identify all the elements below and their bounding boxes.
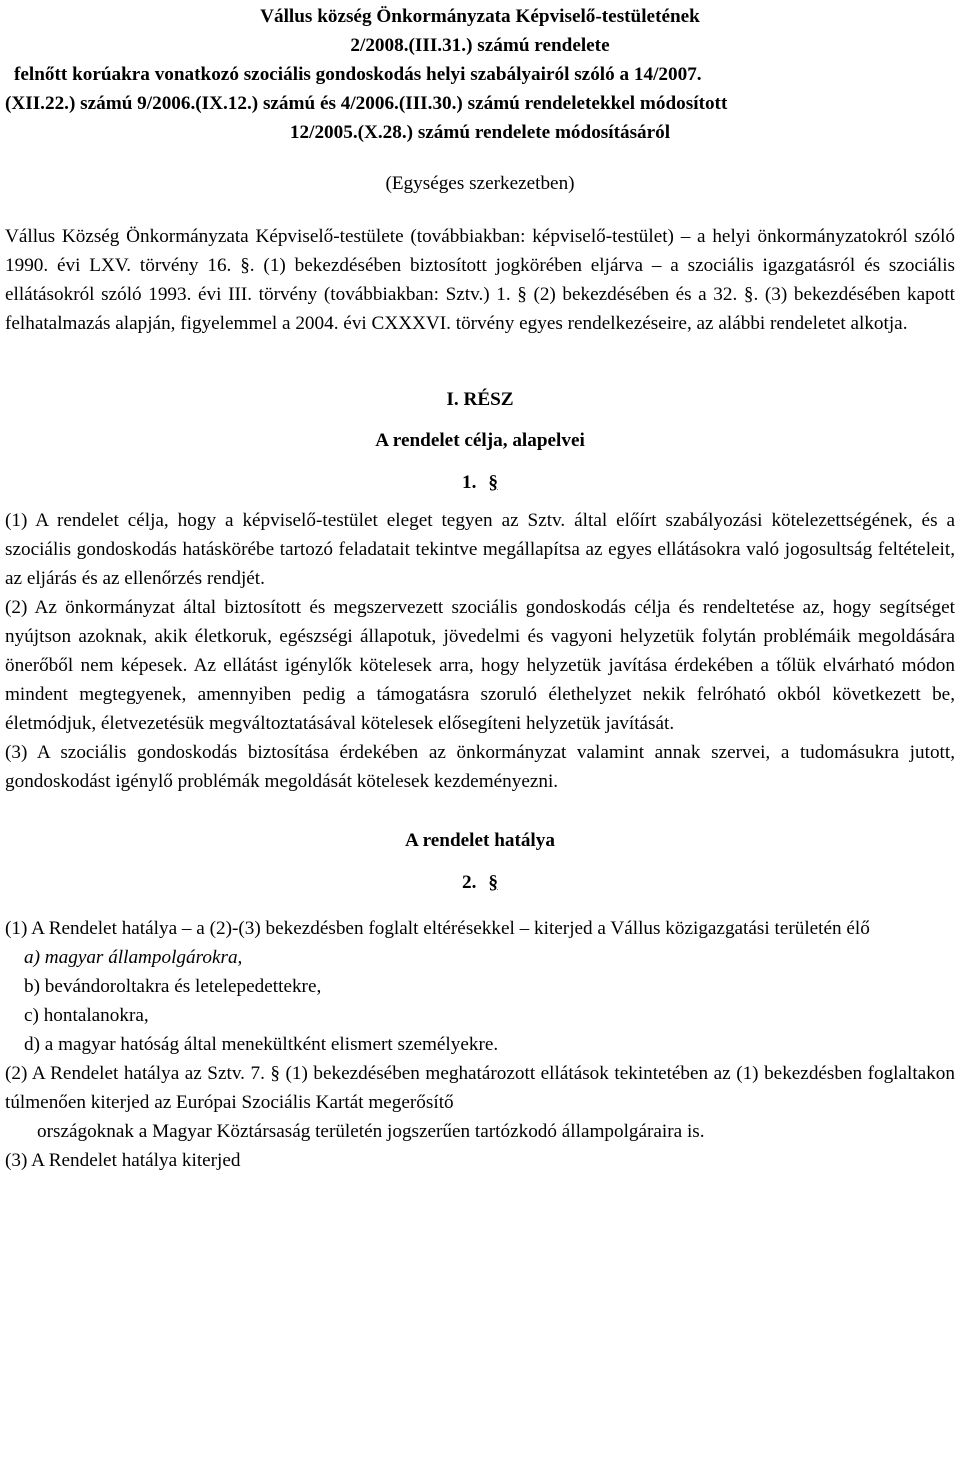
title-line-2: 2/2008.(III.31.) számú rendelete [350,35,610,56]
section-2-number-text: 2. [462,872,477,893]
document-page [5,0,955,1175]
part-heading: I. RÉSZ [446,389,514,410]
document-subtitle: (Egységes szerkezetben) [385,173,575,194]
list-item: a) magyar állampolgárokra, [24,947,243,968]
title-line-1: Vállus község Önkormányzata Képviselő-testületének [260,6,700,27]
section-1-paragraph-3: (3) A szociális gondoskodás biztosítása érdekében az önkormányzat valamint annak szervei, a tudomásukra jutott, gondoskodást igénylő problémák megoldását kötelesek kezdeményezni. [5,742,955,792]
title-line-4: (XII.22.) számú 9/2006.(IX.12.) számú és 4/2006.(III.30.) számú rendeletekkel módosított [5,93,728,114]
section-sign: § [488,472,498,493]
section-2-title: A rendelet hatálya [405,830,555,851]
section-1-paragraph-2: (2) Az önkormányzat által biztosított és megszervezett szociális gondoskodás célja és rendeltetése az, hogy segítséget nyújtson azoknak, akik életkoruk, egészségi állapotuk, jövedelmi és vagyoni helyzetük folytán problémáik megoldására önerőből nem képesek. Az ellátást igénylők kötelesek arra, hogy helyzetük javítása érdekében a tőlük elvárható módon mindent megtegyenek, amennyiben pedig a támogatásra szoruló élethelyzet nekik felróható okból következett be, életmódjuk, életvezetésük megváltoztatásával kötelesek elősegíteni helyzetük javítását. [5,597,955,734]
section-2-number [5,868,955,897]
document-title [5,2,955,147]
list-item: d) a magyar hatóság által menekültként elismert személyekre. [24,1034,499,1055]
section-2-paragraph-2: (2) A Rendelet hatálya az Sztv. 7. § (1) bekezdésében meghatározott ellátások tekintetében az (1) bekezdésben foglaltakon túlmenően kiterjed az Európai Szociális Kartát megerősítő [5,1063,955,1113]
section-1-paragraph-1: (1) A rendelet célja, hogy a képviselő-testület eleget tegyen az Sztv. által előírt szabályozási kötelezettségének, és a szociális gondoskodás hatáskörébe tartozó feladatait tekintve megállapítsa az egyes ellátásokra való jogosultság feltételeit, az eljárás és az ellenőrzés rendjét. [5,510,955,589]
title-line-3: felnőtt korúakra vonatkozó szociális gondoskodás helyi szabályairól szóló a 14/2007. [14,64,702,85]
section-2-paragraph-3: (3) A Rendelet hatálya kiterjed [5,1150,241,1171]
preamble: Vállus Község Önkormányzata Képviselő-testülete (továbbiakban: képviselő-testület) – a helyi önkormányzatokról szóló 1990. évi LXV. törvény 16. §. (1) bekezdésében biztosított jogkörében eljárva – a szociális igazgatásról és szociális ellátásokról szóló 1993. évi III. törvény (továbbiakban: Sztv.) 1. § (2) bekezdésében és a 32. §. (3) bekezdésében kapott felhatalmazás alapján, figyelemmel a 2004. évi CXXXVI. törvény egyes rendelkezéseire, az alábbi rendeletet alkotja. [5,226,955,334]
title-line-5: 12/2005.(X.28.) számú rendelete módosításáról [289,122,671,143]
section-2-paragraph-2-tail: országoknak a Magyar Köztársaság területén jogszerűen tartózkodó állampolgáraira is. [37,1121,705,1142]
section-sign: § [488,872,498,893]
section-2-paragraph-1: (1) A Rendelet hatálya – a (2)-(3) bekezdésben foglalt eltérésekkel – kiterjed a Vállus közigazgatási területén élő [5,918,870,939]
section-1-title: A rendelet célja, alapelvei [375,430,585,451]
list-item: c) hontalanokra, [24,1005,149,1026]
section-1-number-text: 1. [462,472,477,493]
section-1-number [5,468,955,497]
list-item: b) bevándoroltakra és letelepedettekre, [24,976,322,997]
scope-list [5,943,955,1059]
